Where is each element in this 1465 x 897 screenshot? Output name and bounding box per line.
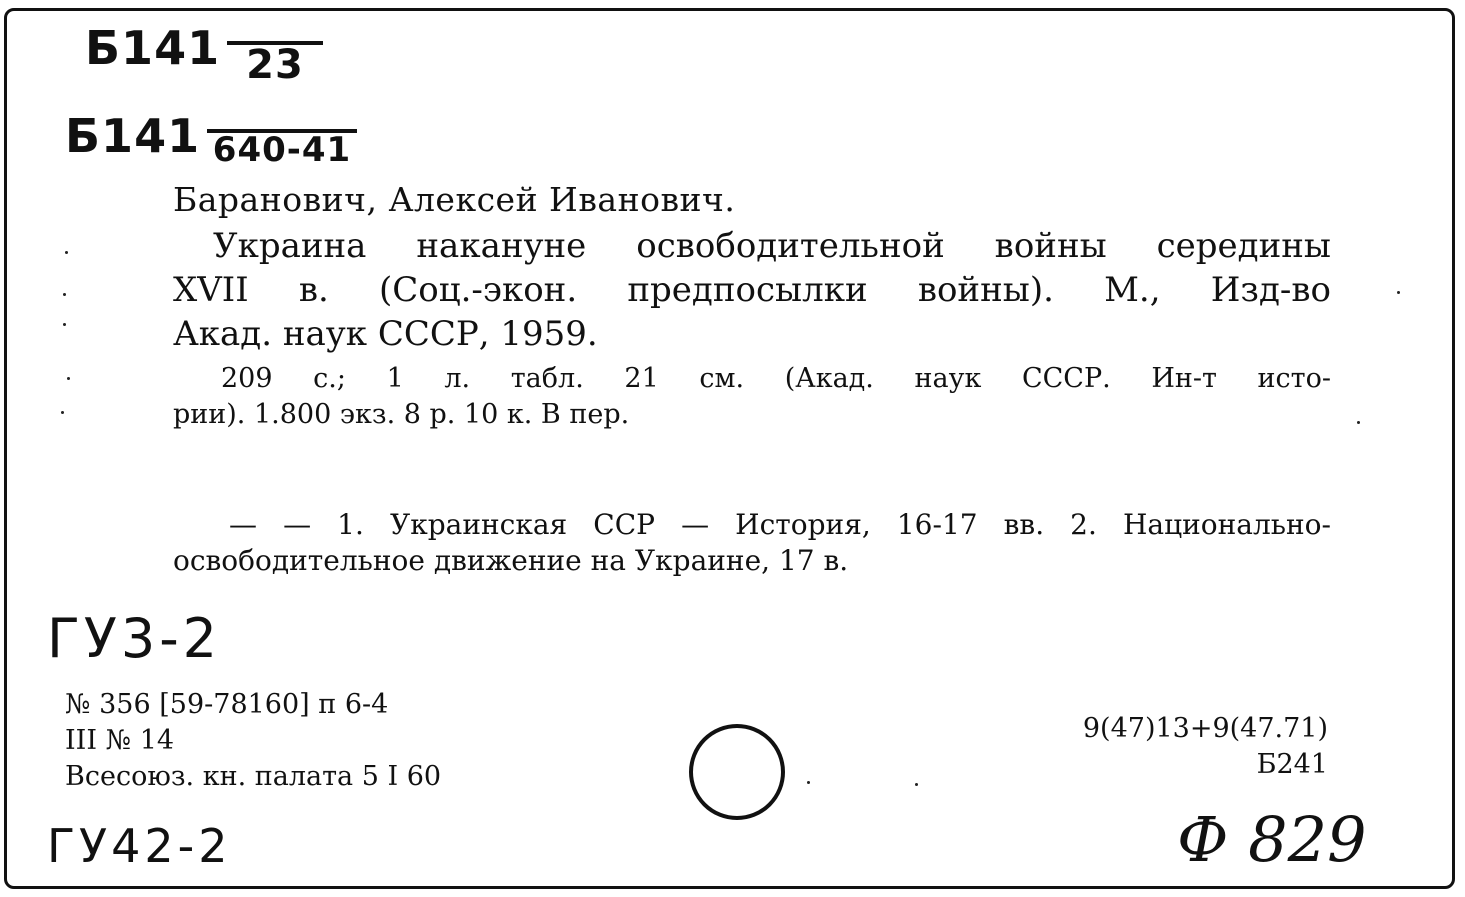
shelfmark-2-number: 640-41	[207, 129, 357, 167]
scan-speck	[63, 323, 66, 326]
shelfmark-1-code: Б141	[85, 21, 221, 75]
shelfmark-1-number: 23	[227, 41, 323, 85]
handwritten-gu42: ГУ42-2	[47, 819, 232, 873]
physical-line-1: 209 с.; 1 л. табл. 21 см. (Акад. наук СССР. Ин-т исто-	[221, 363, 1331, 394]
imprint-line-2: III № 14	[65, 725, 175, 756]
handwritten-gu3: ГУ3-2	[47, 607, 222, 670]
title-line-2: XVII в. (Соц.-экон. предпосылки войны). М., Изд-во	[173, 270, 1331, 310]
title-line-3: Акад. наук СССР, 1959.	[173, 314, 598, 354]
shelfmark-2	[65, 109, 200, 163]
scan-speck	[915, 783, 918, 786]
scan-speck	[61, 411, 64, 414]
physical-line-2: рии). 1.800 экз. 8 р. 10 к. В пер.	[173, 399, 630, 430]
scan-speck	[65, 251, 68, 254]
scan-speck	[63, 293, 66, 296]
imprint-line-1: № 356 [59-78160] п 6-4	[65, 689, 389, 720]
scan-speck	[1357, 421, 1360, 424]
title-line-1: Украина накануне освободительной войны середины	[213, 226, 1331, 266]
scan-speck	[807, 781, 810, 784]
handwritten-f829: Ф 829	[1177, 803, 1367, 876]
scan-speck	[67, 377, 70, 380]
subject-line-1: — — 1. Украинская ССР — История, 16-17 вв. 2. Национально-	[229, 508, 1331, 541]
catalog-card	[4, 8, 1455, 889]
classification-author-mark: Б241	[1256, 749, 1328, 780]
stamp-circle	[689, 724, 785, 820]
imprint-line-3: Всесоюз. кн. палата 5 I 60	[65, 761, 442, 792]
classification-index: 9(47)13+9(47.71)	[1082, 713, 1328, 744]
shelfmark-1	[85, 21, 220, 75]
author-heading: Баранович, Алексей Иванович.	[173, 180, 736, 219]
scan-speck	[1397, 291, 1400, 294]
subject-line-2: освободительное движение на Украине, 17 в.	[173, 544, 849, 577]
shelfmark-2-code: Б141	[65, 109, 201, 163]
